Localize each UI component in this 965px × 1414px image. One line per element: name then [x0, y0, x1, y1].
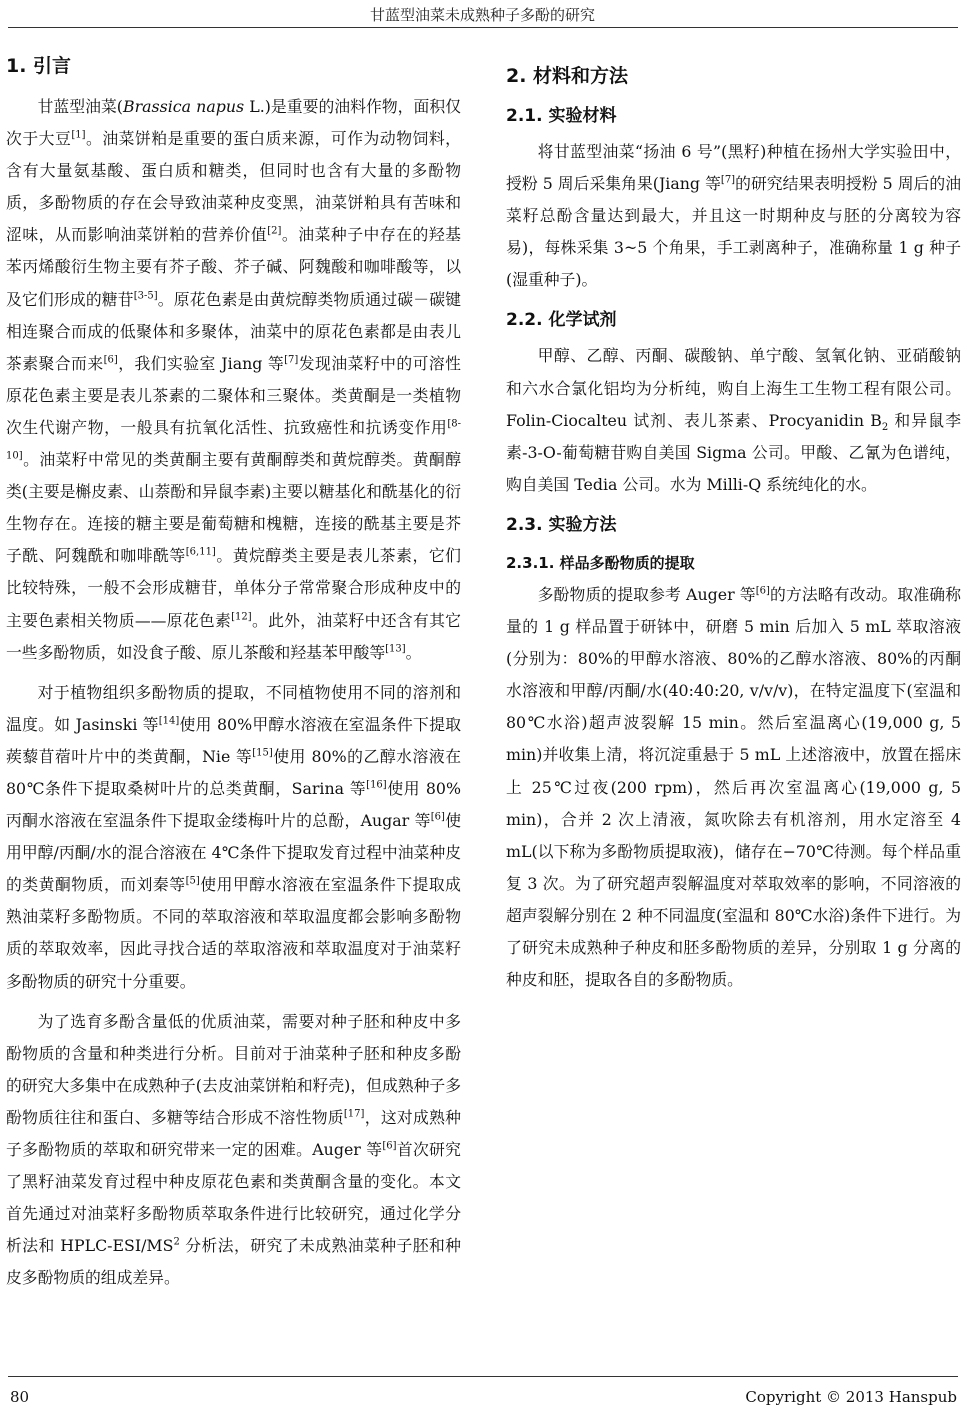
citation: [6,11]: [185, 547, 216, 559]
citation: [8-10]: [6, 418, 461, 462]
citation: [6]: [755, 585, 770, 597]
text: 多酚物质的提取参考 Auger 等: [537, 584, 756, 604]
text: 发现油菜籽中的可溶性原花色素主要是表儿茶素的二聚体和三聚体。类黄酮是一类植物次生代谢产物，一般具有抗氧化活性、抗致癌性和抗诱变作用: [6, 353, 461, 437]
citation: [13]: [385, 643, 406, 655]
text: 的方法略有改动。取准确称量的 1 g 样品置于研钵中，研磨 5 min 后加入 5 mL 萃取溶液(分别为：80%的甲醇水溶液、80%的乙醇水溶液、80%的丙酮水溶液和甲醇/丙酮/水(40:40:20, v/v/v)，在特定温度下(室温和 80℃水浴)超声波裂解 15 min。然后室温离心(19,000 g, 5 min)并收集上清，将沉淀重悬于 5 mL 上述溶液中，放置在摇床上 25℃过夜(200 rpm)，然后再次室温离心(19,000 g, 5 min)，合并 2 次上清液，氮吹除去有机溶剂，用水定溶至 4 mL(以下称为多酚物质提取液)，储存在−70℃待测。每个样品重复 3 次。为了研究超声裂解温度对萃取效率的影响，不同溶液的超声裂解分别在 2 种不同温度(室温和 80℃水浴)条件下进行。为了研究未成熟种子种皮和胚多酚物质的差异，分别取 1 g 分离的种皮和胚，提取各自的多酚物质。: [506, 584, 961, 990]
text: 使用 80%丙酮水溶液在室温条件下提取金缕梅叶片的总酚，Augar 等: [6, 778, 461, 831]
section-2-2-heading: 2.2. 化学试剂: [506, 310, 617, 331]
citation: [7]: [720, 174, 736, 186]
citation: [14]: [158, 715, 180, 727]
text: 首次研究了黑籽油菜发育过程中种皮原花色素和类黄酮含量的变化。本文首先通过对油菜籽多酚物质萃取条件进行比较研究，通过化学分析法和 HPLC-ESI/MS: [6, 1140, 461, 1256]
citation: [15]: [252, 747, 273, 759]
left-column: [6, 50, 461, 1294]
text: 甘蓝型油菜(: [37, 97, 123, 116]
section-2-3-heading: 2.3. 实验方法: [506, 514, 617, 535]
text: 分析法，研究了未成熟油菜种子胚和种皮多酚物质的组成差异。: [6, 1236, 461, 1288]
species-name: Brassica napus: [122, 97, 245, 116]
citation: [6]: [382, 1140, 397, 1152]
running-header: 甘蓝型油菜未成熟种子多酚的研究: [369, 6, 595, 24]
citation: [7]: [284, 354, 299, 366]
text: 甲醇、乙醇、丙酮、碳酸钠、单宁酸、氢氧化钠、亚硝酸钠和六水合氯化铝均为分析纯，购自上海生工生物工程有限公司。Folin-Ciocalteu 试剂、表儿茶素、Procyanidin B: [506, 346, 961, 430]
text: ，这对成熟种子多酚物质的萃取和研究带来一定的困难。Auger 等: [6, 1107, 461, 1159]
citation: [17]: [343, 1108, 365, 1120]
text: ，我们实验室 Jiang 等: [117, 353, 285, 373]
footer-rule: [8, 1376, 958, 1377]
intro-paragraph-3: [6, 1006, 461, 1295]
intro-paragraph-2: [6, 677, 461, 998]
copyright: Copyright © 2013 Hanspub: [745, 1388, 957, 1406]
text: 。黄烷醇类主要是表儿茶素，它们比较特殊，一般不会形成糖苷，单体分子常常聚合形成种皮中的主要色素相关物质——原花色素: [6, 546, 461, 630]
text: 。: [405, 642, 422, 662]
citation: [3-5]: [133, 290, 158, 302]
text: 使用甲醇水溶液在室温条件下提取成熟油菜籽多酚物质。不同的萃取溶液和萃取温度都会影响多酚物质的萃取效率，因此寻找合适的萃取溶液和萃取温度对于油菜籽多酚物质的研究十分重要。: [6, 875, 461, 991]
text: 。原花色素是由黄烷醇类物质通过碳－碳键相连聚合而成的低聚体和多聚体，油菜中的原花色素都是由表儿茶素聚合而来: [6, 289, 461, 373]
citation: [1]: [71, 129, 86, 141]
text: 使用甲醇/丙酮/水的混合溶液在 4℃条件下提取发育过程中油菜种皮的类黄酮物质，而刘秦等: [6, 811, 461, 895]
section-2-3-1-heading: 2.3.1. 样品多酚物质的提取: [506, 553, 695, 572]
materials-paragraph: [506, 136, 961, 296]
section-1-heading: 1. 引言: [6, 55, 72, 77]
intro-paragraph-1: [6, 91, 461, 669]
text: 将甘蓝型油菜“扬油 6 号”(黑籽)种植在扬州大学实验田中，授粉 5 周后采集角果(Jiang 等: [506, 142, 961, 194]
page-number: 80: [10, 1388, 30, 1406]
text: 使用 80%甲醇水溶液在室温条件下提取蒺藜苜蓿叶片中的类黄酮，Nie 等: [6, 714, 461, 766]
citation: [12]: [231, 611, 252, 623]
extraction-paragraph: [506, 579, 961, 996]
section-2-heading: 2. 材料和方法: [506, 65, 629, 87]
text: 为了选育多酚含量低的优质油菜，需要对种子胚和种皮中多酚物质的含量和种类进行分析。目前对于油菜种子胚和种皮多酚的研究大多集中在成熟种子(去皮油菜饼粕和籽壳)，但成熟种子多酚物质往往和蛋白、多糖等结合形成不溶性物质: [6, 1011, 461, 1127]
text: 。此外，油菜籽中还含有其它一些多酚物质，如没食子酸、原儿茶酸和羟基苯甲酸等: [6, 610, 461, 662]
text: L.)是重要的油料作物，面积仅次于大豆: [6, 97, 461, 149]
citation: [6]: [430, 811, 445, 823]
subscript: 2: [881, 421, 889, 433]
text: 和异鼠李素-3-O-葡萄糖苷购自美国 Sigma 公司。甲酸、乙氰为色谱纯，购自美国 Tedia 公司。水为 Milli-Q 系统纯化的水。: [506, 410, 961, 494]
citation: [5]: [185, 875, 200, 887]
citation: [6]: [103, 354, 118, 366]
text: 。油菜饼粕是重要的蛋白质来源，可作为动物饲料，含有大量氨基酸、蛋白质和糖类，但同时也含有大量的多酚物质，多酚物质的存在会导致油菜种皮变黑，油菜饼粕具有苦味和涩味，从而影响油菜饼粕的营养价值: [6, 129, 461, 245]
superscript: 2: [173, 1237, 180, 1249]
text: 。油菜籽中常见的类黄酮主要有黄酮醇类和黄烷醇类。黄酮醇类(主要是槲皮素、山萘酚和异鼠李素)主要以糖基化和酰基化的衍生物存在。连接的糖主要是葡萄糖和槐糖，连接的酰基主要是芥子酰、阿魏酰和咖啡酰等: [6, 450, 461, 566]
citation: [16]: [366, 779, 387, 791]
text: 对于植物组织多酚物质的提取，不同植物使用不同的溶剂和温度。如 Jasinski 等: [6, 682, 461, 734]
text: 使用 80%的乙醇水溶液在 80℃条件下提取桑树叶片的总类黄酮，Sarina 等: [6, 746, 461, 798]
header-rule: [8, 27, 958, 28]
text: 的研究结果表明授粉 5 周后的油菜籽总酚含量达到最大，并且这一时期种皮与胚的分离较为容易)，每株采集 3~5 个角果，手工剥离种子，准确称量 1 g 种子(湿重种子)。: [506, 174, 962, 290]
section-2-1-heading: 2.1. 实验材料: [506, 106, 617, 126]
citation: [2]: [267, 226, 282, 238]
reagents-paragraph: [506, 340, 961, 500]
right-column: [506, 58, 961, 996]
text: 。油菜种子中存在的羟基苯丙烯酸衍生物主要有芥子酸、芥子碱、阿魏酸和咖啡酸等，以及它们形成的糖苷: [6, 225, 461, 309]
